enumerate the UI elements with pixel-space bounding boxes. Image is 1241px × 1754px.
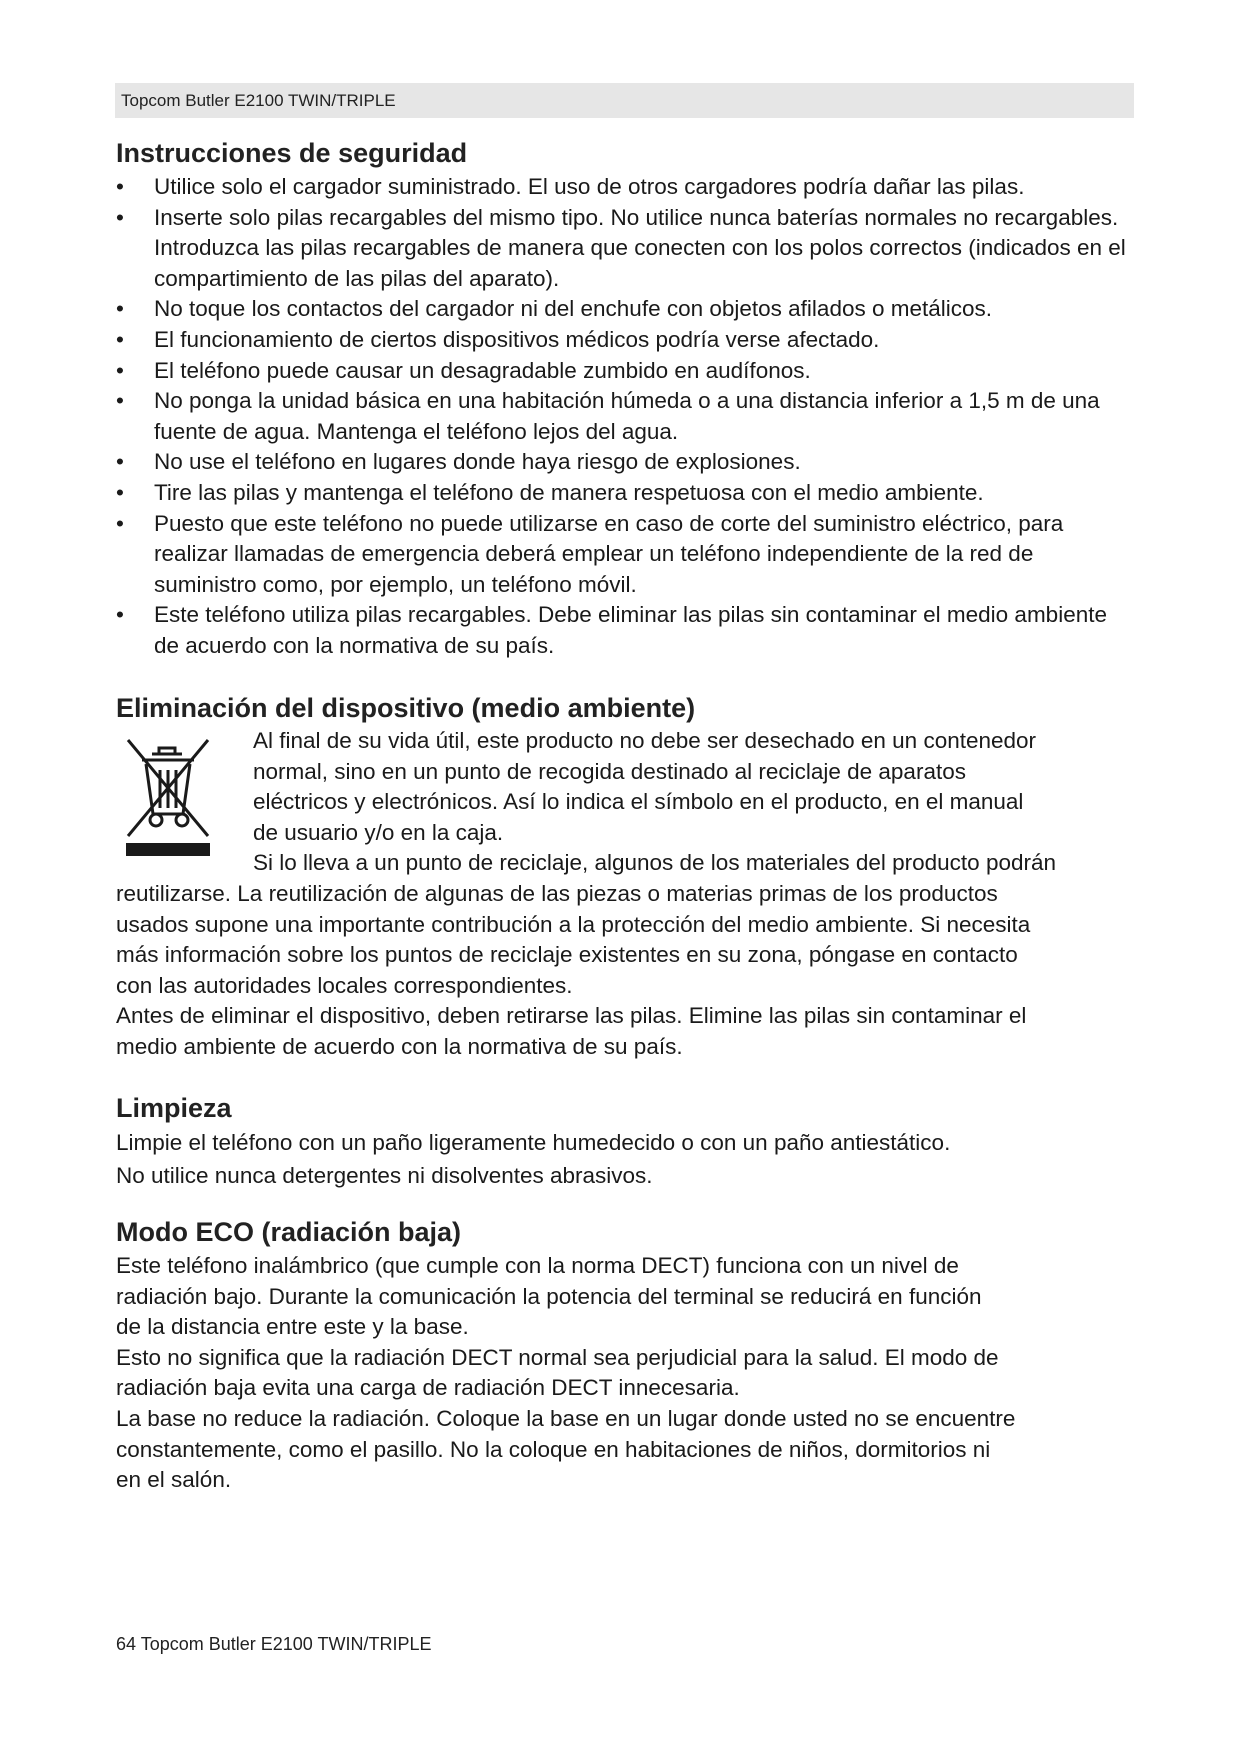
eco-line: en el salón. [116,1467,232,1493]
disposal-line: eléctricos y electrónicos. Así lo indica el símbolo en el producto, en el manual [253,789,1024,815]
safety-item-text: El funcionamiento de ciertos dispositivos médicos podría verse afectado. [154,326,880,352]
disposal-line: medio ambiente de acuerdo con la normativa de su país. [116,1033,683,1059]
eco-line: Esto no significa que la radiación DECT normal sea perjudicial para la salud. El modo de [116,1344,999,1370]
safety-item [116,325,1136,356]
safety-item [116,356,1136,387]
eco-line: radiación baja evita una carga de radiación DECT innecesaria. [116,1375,740,1401]
disposal-line: más información sobre los puntos de reciclaje existentes en su zona, póngase en contacto [116,942,1018,968]
cleaning-heading: Limpieza [116,1093,232,1123]
safety-item [116,386,1136,447]
eco-text [116,1251,1136,1496]
safety-item [116,478,1136,509]
disposal-line: Si lo lleva a un punto de reciclaje, algunos de los materiales del producto podrán [253,850,1057,876]
eco-line: constantemente, como el pasillo. No la coloque en habitaciones de niños, dormitorios ni [116,1436,991,1462]
cleaning-text [116,1126,1136,1192]
safety-item-text: No use el teléfono en lugares donde haya riesgo de explosiones. [154,449,801,475]
disposal-line: Antes de eliminar el dispositivo, deben retirarse las pilas. Elimine las pilas sin contaminar el [116,1003,1027,1029]
cleaning-line: Limpie el teléfono con un paño ligeramente humedecido o con un paño antiestático. [116,1130,951,1155]
disposal-line: de usuario y/o en la caja. [253,819,504,845]
eco-line: radiación bajo. Durante la comunicación la potencia del terminal se reducirá en función [116,1283,982,1309]
safety-item [116,294,1136,325]
safety-item [116,172,1136,203]
running-header: Topcom Butler E2100 TWIN/TRIPLE [115,83,1134,118]
safety-item [116,600,1136,661]
safety-heading: Instrucciones de seguridad [116,138,468,168]
eco-heading: Modo ECO (radiación baja) [116,1217,462,1247]
disposal-line: normal, sino en un punto de recogida destinado al reciclaje de aparatos [253,758,966,784]
cleaning-line: No utilice nunca detergentes ni disolventes abrasivos. [116,1163,653,1188]
disposal-line: usados supone una importante contribución a la protección del medio ambiente. Si necesita [116,911,1031,937]
page-footer [116,1634,432,1655]
crossed-out-wheelie-bin-icon [122,736,214,856]
safety-item-text: El teléfono puede causar un desagradable zumbido en audífonos. [154,357,811,383]
disposal-line: Al final de su vida útil, este producto no debe ser desechado en un contenedor [253,728,1037,753]
safety-item-text: No toque los contactos del cargador ni del enchufe con objetos afilados o metálicos. [154,296,993,322]
safety-item [116,447,1136,478]
eco-line: Este teléfono inalámbrico (que cumple con la norma DECT) funciona con un nivel de [116,1253,959,1278]
safety-item-text: No ponga la unidad básica en una habitación húmeda o a una distancia inferior a 1,5 m de una fuente de agua. Mantenga el teléfono lejos del agua. [154,388,1100,444]
safety-item [116,203,1136,295]
disposal-line: reutilizarse. La reutilización de algunas de las piezas o materias primas de los productos [116,881,998,906]
disposal-text-full [116,879,1136,1063]
safety-item-text: Utilice solo el cargador suministrado. El uso de otros cargadores podría dañar las pilas. [154,174,1025,199]
disposal-heading: Eliminación del dispositivo (medio ambiente) [116,693,696,723]
footer-title: Topcom Butler E2100 TWIN/TRIPLE [140,1634,432,1654]
safety-list [116,172,1136,662]
safety-item-text: Inserte solo pilas recargables del mismo tipo. No utilice nunca baterías normales no recargables. Introduzca las pilas recargables de manera que conecten con los polos correctos (indicados en el compartimiento de las pilas del aparato). [154,204,1126,291]
disposal-line: con las autoridades locales correspondientes. [116,972,573,998]
safety-list-wrapper [116,172,1136,662]
safety-item-text: Tire las pilas y mantenga el teléfono de manera respetuosa con el medio ambiente. [154,479,984,505]
safety-item-text: Este teléfono utiliza pilas recargables. Debe eliminar las pilas sin contaminar el medio ambiente de acuerdo con la normativa de su país. [154,602,1107,658]
page-number: 64 [116,1634,137,1654]
eco-line: de la distancia entre este y la base. [116,1314,469,1340]
safety-item [116,509,1136,601]
disposal-text-beside-icon [253,726,1133,879]
eco-line: La base no reduce la radiación. Coloque la base en un lugar donde usted no se encuentre [116,1405,1016,1431]
safety-item-text: Puesto que este teléfono no puede utilizarse en caso de corte del suministro eléctrico, para realizar llamadas de emergencia deberá emplear un teléfono independiente de la red de suministro como, por ejemplo, un teléfono móvil. [154,510,1064,597]
